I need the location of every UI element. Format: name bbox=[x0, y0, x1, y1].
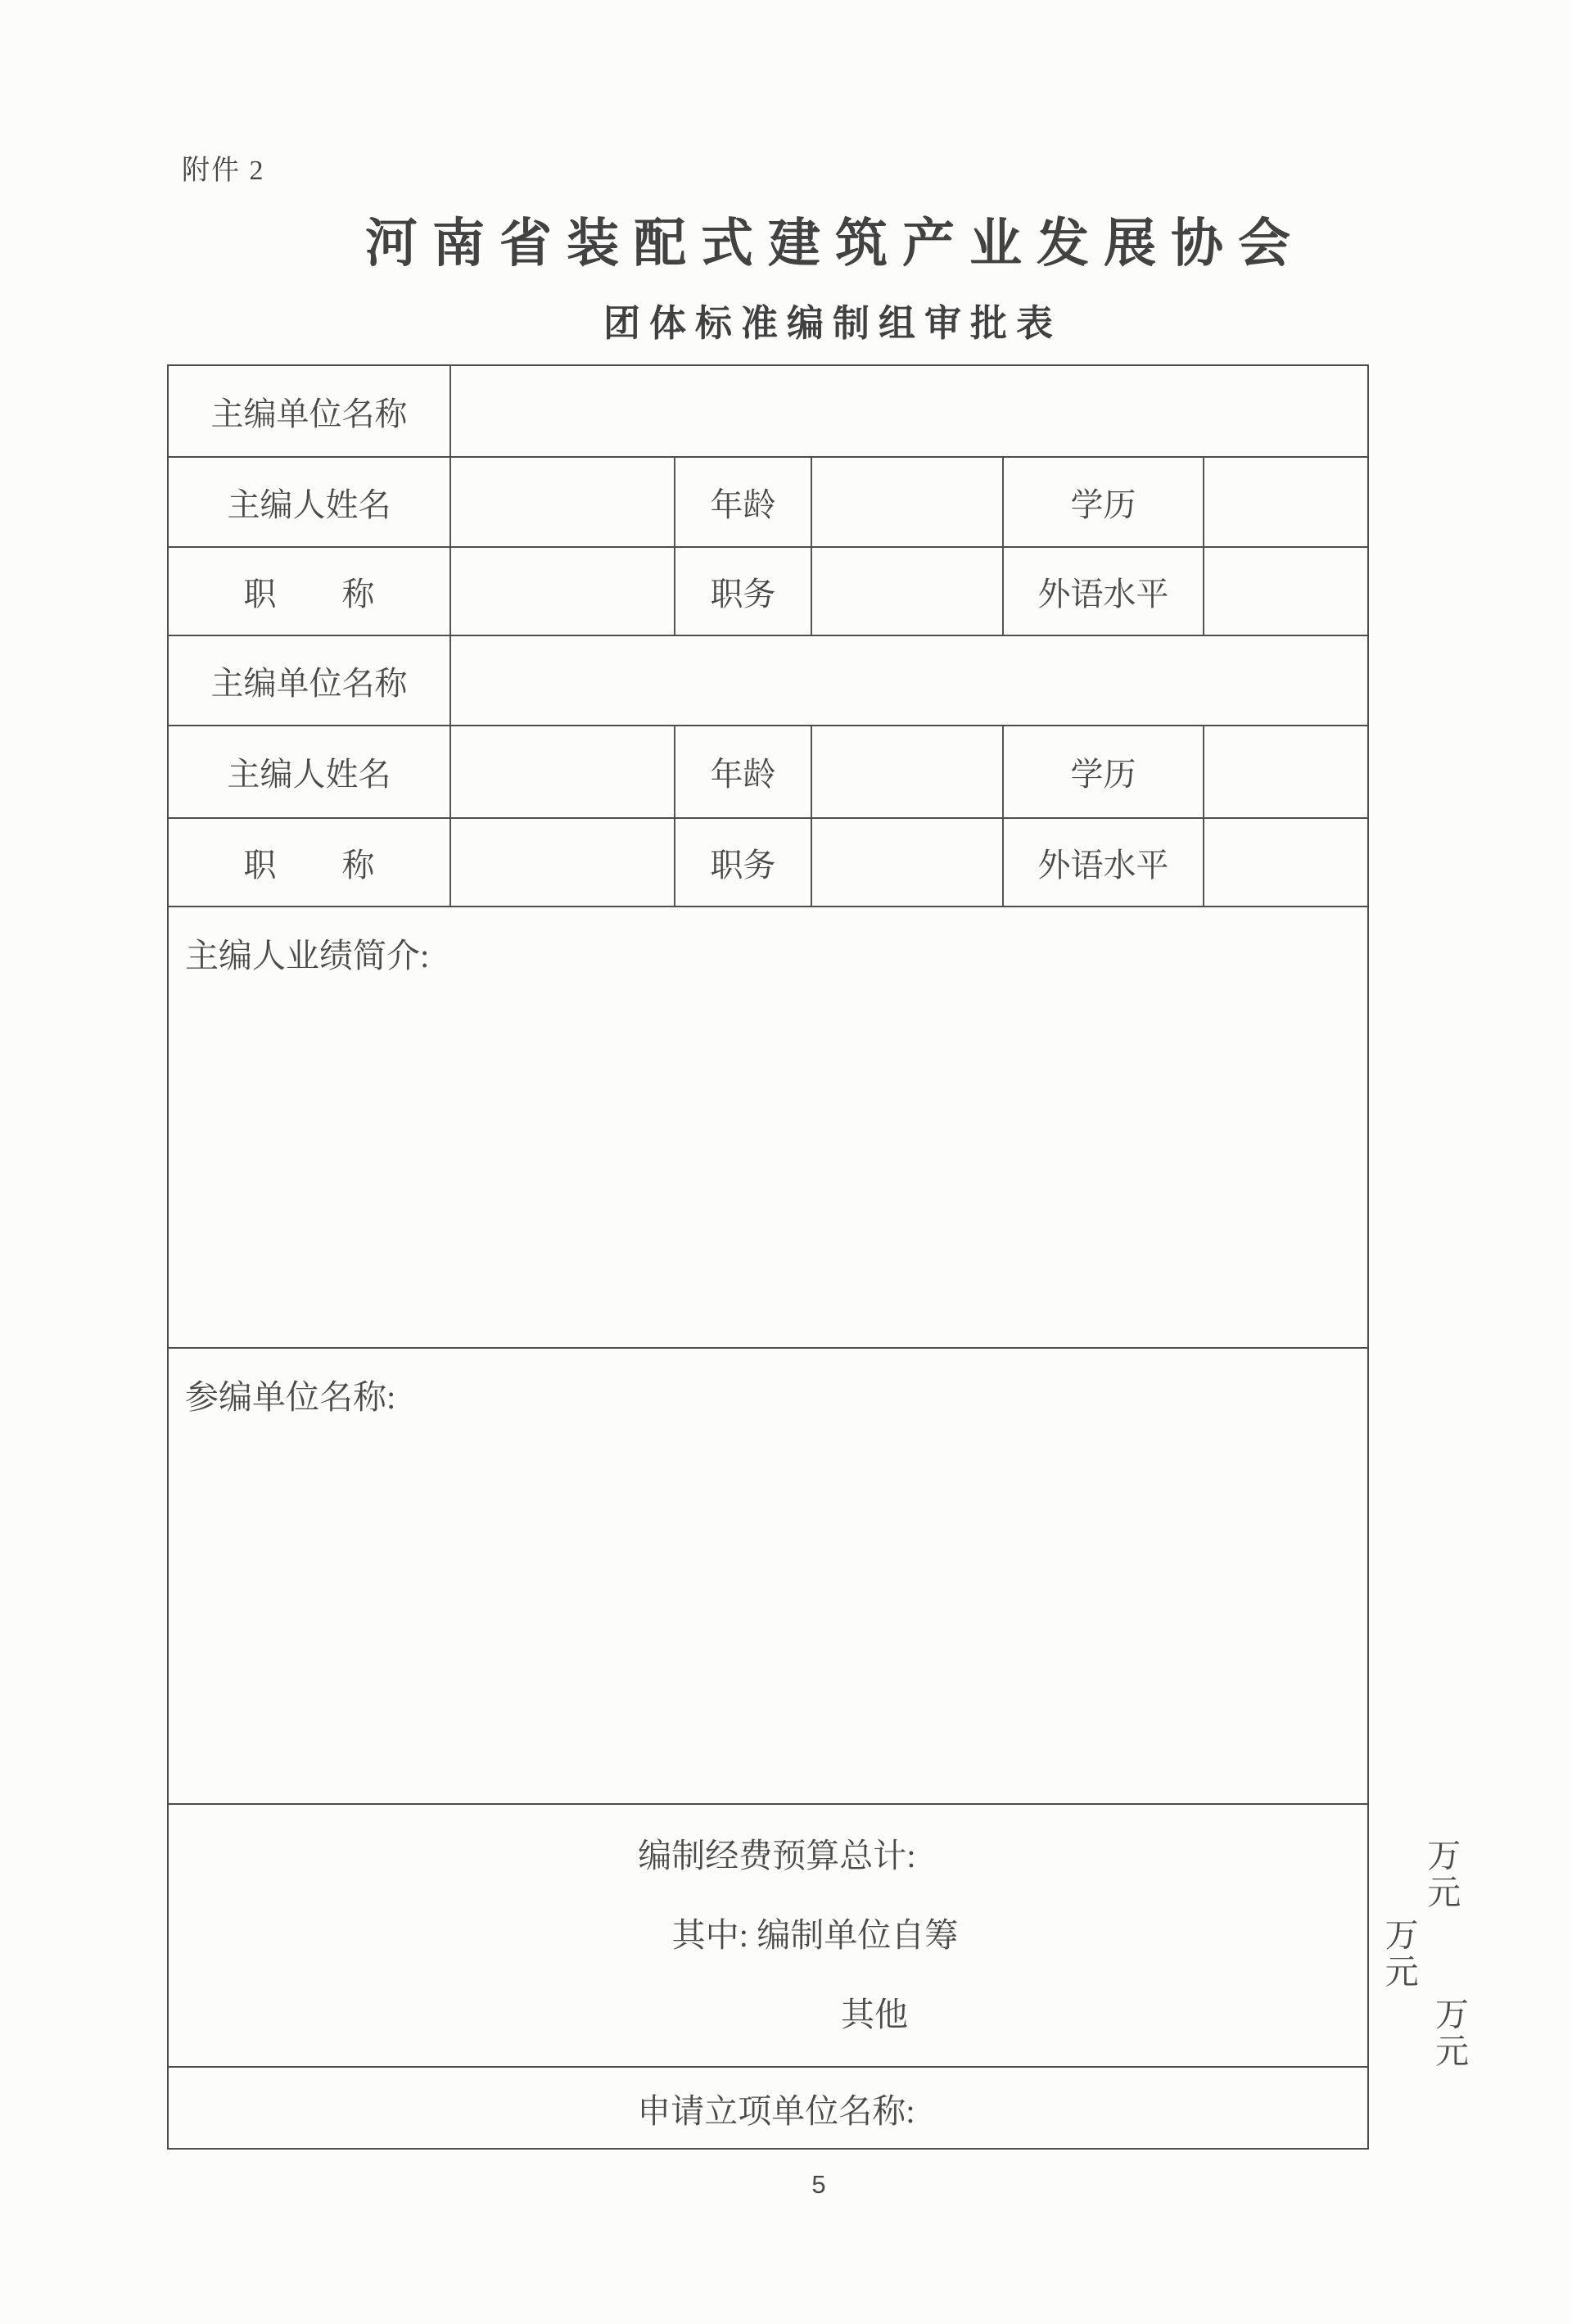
position-label-1: 职务 bbox=[675, 548, 812, 635]
budget-row bbox=[169, 1805, 1469, 2071]
chief-editor-name-label-1: 主编人姓名 bbox=[169, 458, 451, 546]
chief-editor-unit-row-2 bbox=[169, 636, 1367, 726]
achievements-label: 主编人业绩简介: bbox=[185, 937, 430, 974]
foreign-language-label-2: 外语水平 bbox=[1004, 819, 1204, 906]
professional-title-value-2 bbox=[451, 819, 675, 906]
budget-total-label: 编制经费预算总计: bbox=[638, 1836, 916, 1874]
foreign-language-label-1: 外语水平 bbox=[1004, 548, 1204, 635]
position-value-1 bbox=[812, 548, 1004, 635]
chief-editor-person-row-2 bbox=[169, 726, 1367, 819]
page-title: 河南省装配式建筑产业发展协会 bbox=[365, 215, 1305, 273]
education-value-2 bbox=[1204, 726, 1367, 817]
participating-units-label: 参编单位名称: bbox=[185, 1378, 396, 1416]
professional-title-label-1: 职 称 bbox=[169, 548, 451, 635]
budget-other-line bbox=[628, 1995, 1469, 2071]
chief-editor-unit-value-1 bbox=[451, 366, 1367, 456]
chief-editor-person-row-1 bbox=[169, 458, 1367, 548]
education-label-2: 学历 bbox=[1004, 726, 1204, 817]
attachment-label: 附件 2 bbox=[182, 156, 265, 186]
budget-total-unit: 万元 bbox=[1427, 1836, 1461, 1912]
education-label-1: 学历 bbox=[1004, 458, 1204, 546]
chief-editor-unit-row-1 bbox=[169, 366, 1367, 458]
form-subtitle: 团体标准编制组审批表 bbox=[603, 303, 1062, 344]
achievements-section bbox=[169, 907, 1367, 1347]
achievements-row bbox=[169, 907, 1367, 1349]
chief-editor-unit-label-2: 主编单位名称 bbox=[169, 636, 451, 725]
position-value-2 bbox=[812, 819, 1004, 906]
chief-editor-name-value-1 bbox=[451, 458, 675, 546]
position-label-2: 职务 bbox=[675, 819, 812, 906]
professional-title-row-2 bbox=[169, 819, 1367, 907]
budget-total-line bbox=[620, 1836, 1461, 1912]
chief-editor-name-value-2 bbox=[451, 726, 675, 817]
budget-self-raised-label: 其中: 编制单位自筹 bbox=[671, 1915, 959, 1954]
chief-editor-unit-value-2 bbox=[451, 636, 1367, 725]
budget-other-unit: 万元 bbox=[1435, 1995, 1469, 2071]
foreign-language-value-1 bbox=[1204, 548, 1367, 635]
applicant-unit-label: 申请立项单位名称: bbox=[637, 2091, 915, 2130]
applicant-unit-row bbox=[169, 2068, 1367, 2148]
chief-editor-unit-label-1: 主编单位名称 bbox=[169, 366, 451, 456]
foreign-language-value-2 bbox=[1204, 819, 1367, 906]
applicant-unit-section bbox=[169, 2068, 1367, 2148]
age-label-2: 年龄 bbox=[675, 726, 812, 817]
participating-units-row bbox=[169, 1349, 1367, 1805]
budget-other-label: 其他 bbox=[841, 1995, 908, 2033]
approval-form-table bbox=[167, 364, 1469, 2150]
page-number: 5 bbox=[811, 2170, 826, 2199]
age-value-1 bbox=[812, 458, 1004, 546]
professional-title-value-1 bbox=[451, 548, 675, 635]
chief-editor-name-label-2: 主编人姓名 bbox=[169, 726, 451, 817]
budget-self-raised-line bbox=[578, 1915, 1419, 1992]
budget-section bbox=[169, 1805, 1469, 2071]
budget-self-raised-unit: 万元 bbox=[1385, 1915, 1419, 1992]
professional-title-row-1 bbox=[169, 548, 1367, 636]
participating-units-section bbox=[169, 1349, 1367, 1803]
professional-title-label-2: 职 称 bbox=[169, 819, 451, 906]
age-value-2 bbox=[812, 726, 1004, 817]
age-label-1: 年龄 bbox=[675, 458, 812, 546]
education-value-1 bbox=[1204, 458, 1367, 546]
